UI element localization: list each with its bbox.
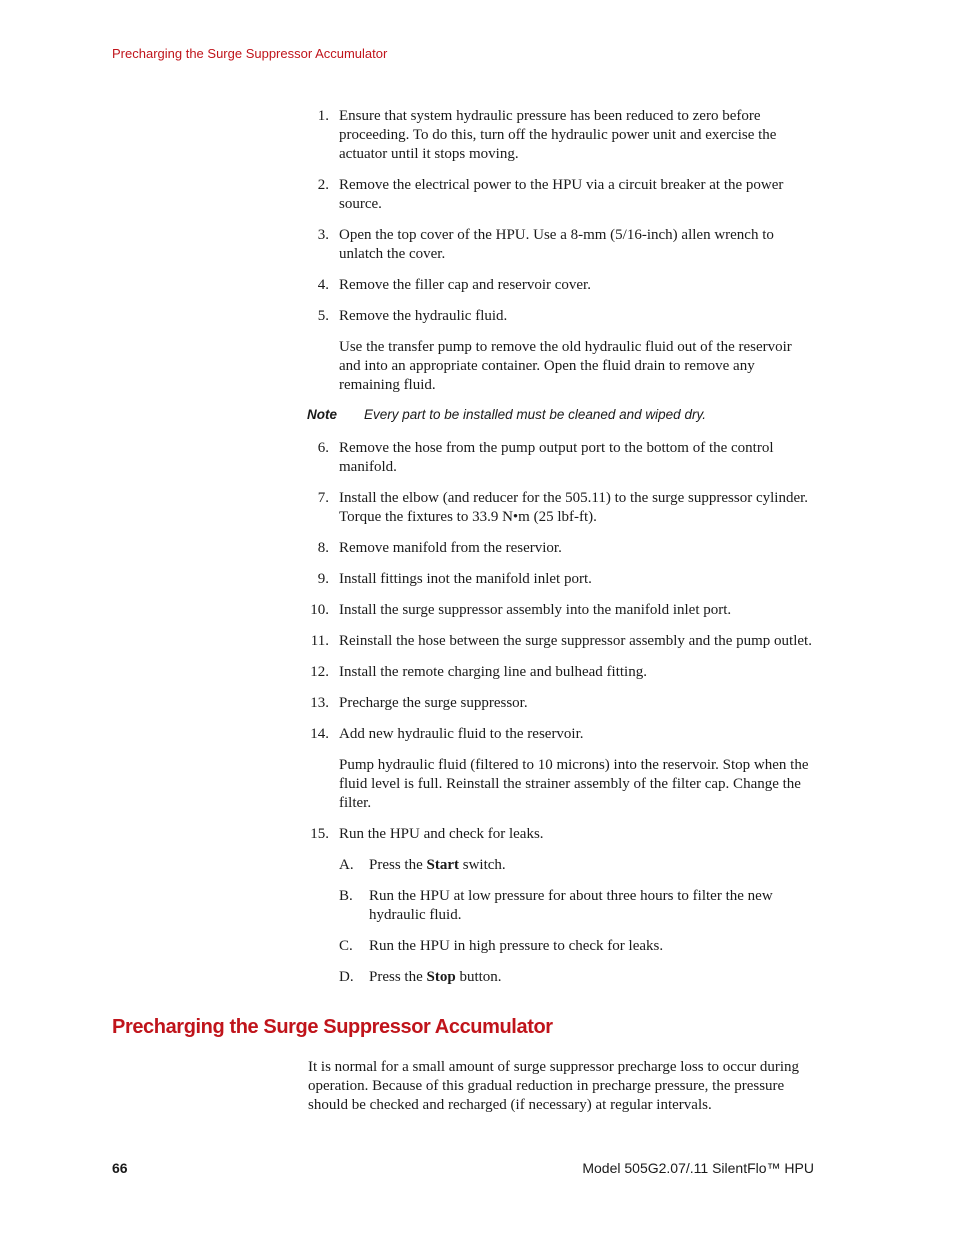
stop-button-label: Stop [426,969,456,985]
note [307,405,817,424]
page-number: 66 [112,1160,128,1176]
substep-a: A. Press the Start switch. [339,857,506,873]
step-5: 5. Remove the hydraulic fluid. [317,308,508,324]
step-2: 2. Remove the electrical power to the HPU via a circuit breaker at the power source. [317,177,784,212]
step-14: 14. Add new hydraulic fluid to the reservoir. [310,726,584,742]
step-15-substeps [307,856,817,987]
step-14-detail: Pump hydraulic fluid (filtered to 10 microns) into the reservoir. Stop when the fluid level is full. Reinstall the strainer assembly of the filter cap. Change the filter. [339,757,809,811]
step-8: 8. Remove manifold from the reservior. [317,540,562,556]
section-heading: Precharging the Surge Suppressor Accumulator [112,1016,553,1038]
step-13: 13. Precharge the surge suppressor. [310,695,528,711]
step-9: 9. Install fittings inot the manifold inlet port. [317,571,592,587]
step-5-detail: Use the transfer pump to remove the old hydraulic fluid out of the reservoir and into an appropriate container. Open the fluid drain to remove any remaining fluid. [339,339,792,393]
step-3: 3. Open the top cover of the HPU. Use a 8-mm (5/16-inch) allen wrench to unlatch the cover. [317,227,774,262]
procedure-steps [307,107,817,999]
step-7: 7. Install the elbow (and reducer for the 505.11) to the surge suppressor cylinder. Torque the fixtures to 33.9 N•m (25 lbf-ft). [317,490,809,525]
running-header: Precharging the Surge Suppressor Accumulator [112,46,388,61]
section-paragraph: It is normal for a small amount of surge suppressor precharge loss to occur during operation. Because of this gradual reduction in precharge pressure, the pressure should be checked and recharged (if necessary) at regular intervals. [308,1059,800,1113]
step-15: 15. Run the HPU and check for leaks. [310,826,544,842]
footer-model: Model 505G2.07/.11 SilentFlo™ HPU [582,1160,814,1176]
step-12: 12. Install the remote charging line and bulhead fitting. [310,664,647,680]
substep-d: D. Press the Stop button. [339,969,502,985]
step-6: 6. Remove the hose from the pump output port to the bottom of the control manifold. [317,440,774,475]
start-switch-label: Start [426,857,459,873]
note-label: Note [307,407,337,422]
substep-c: C. Run the HPU in high pressure to check for leaks. [339,938,664,954]
step-4: 4. Remove the filler cap and reservoir cover. [317,277,591,293]
note-text: Every part to be installed must be cleaned and wiped dry. [364,407,706,422]
step-11: 11. Reinstall the hose between the surge suppressor assembly and the pump outlet. [310,633,812,649]
step-1: 1. Ensure that system hydraulic pressure has been reduced to zero before proceeding. To do this, turn off the hydraulic power unit and exercise the actuator until it stops moving. [317,108,777,162]
substep-b: B. Run the HPU at low pressure for about three hours to filter the new hydraulic fluid. [339,888,773,923]
step-10: 10. Install the surge suppressor assembly into the manifold inlet port. [310,602,732,618]
